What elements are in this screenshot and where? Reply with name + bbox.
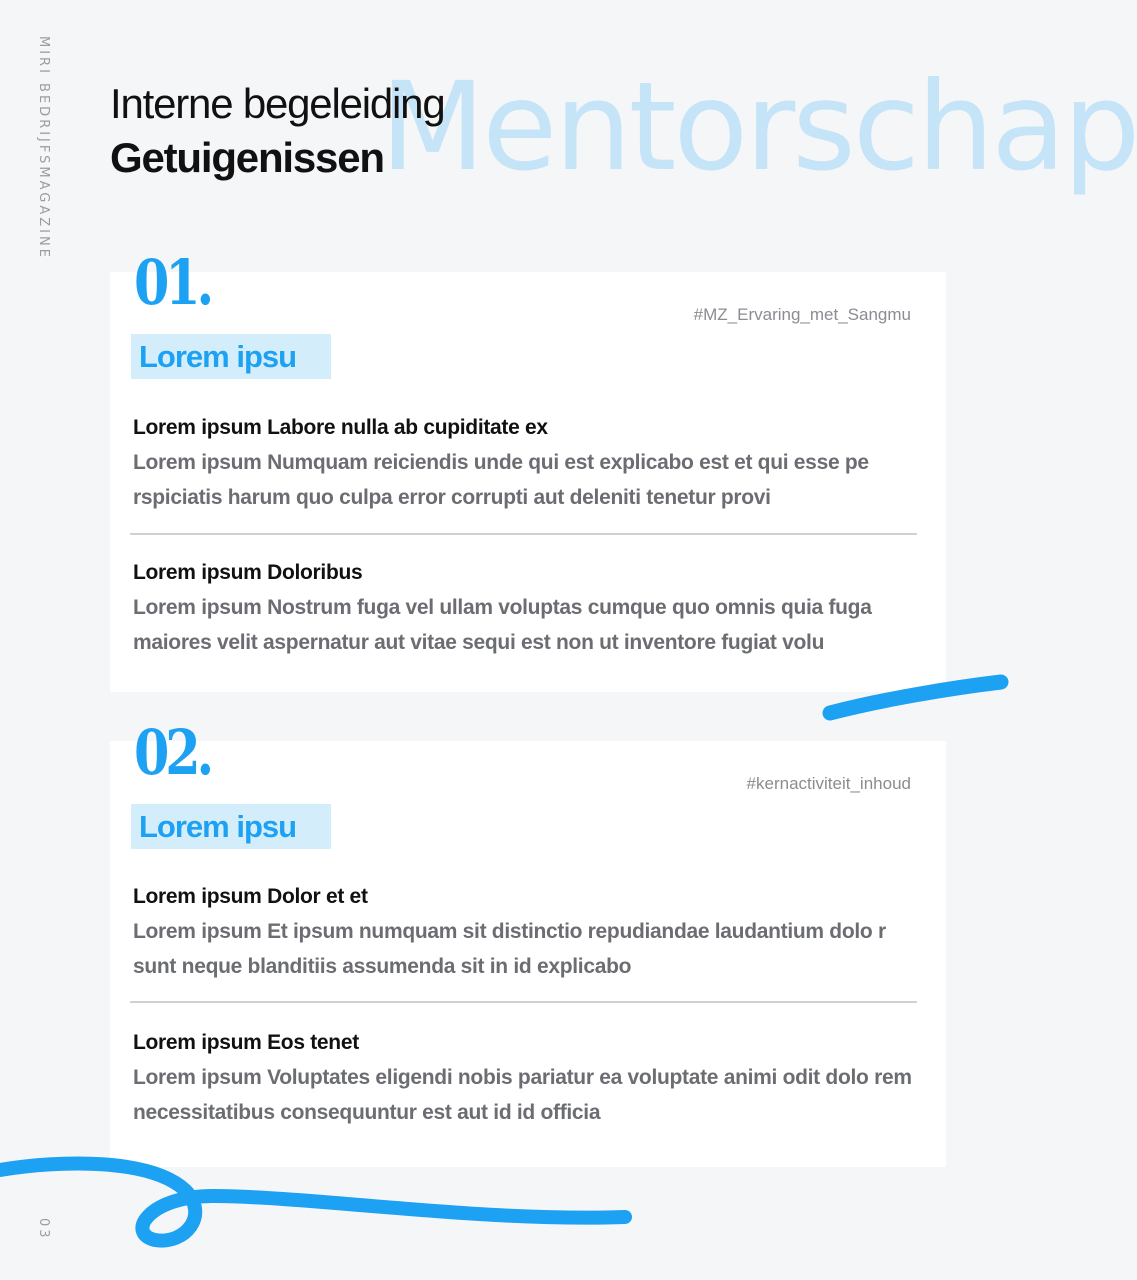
section-label-2: Lorem ipsu	[131, 804, 331, 849]
entry-title: Lorem ipsum Eos tenet	[133, 1031, 359, 1054]
entry-body: Lorem ipsum Voluptates eligendi nobis pariatur ea voluptate animi odit dolo rem necessitatibus consequuntur est aut id id officia	[133, 1066, 912, 1124]
section-number-1: 01.	[134, 246, 211, 319]
entry-body: Lorem ipsum Numquam reiciendis unde qui est explicabo est et qui esse pe rspiciatis harum quo culpa error corrupti aut deleniti tenetur provi	[133, 451, 869, 509]
brush-stroke-bottom	[0, 1163, 625, 1240]
page-title: Getuigenissen	[110, 134, 384, 181]
magazine-side-label: MIRI BEDRIJFSMAGAZINE	[36, 36, 51, 260]
page-subtitle: Interne begeleiding	[110, 80, 445, 127]
brush-stroke-top-right	[830, 682, 1001, 713]
entry-title: Lorem ipsum Dolor et et	[133, 885, 368, 908]
section-number-2: 02.	[134, 716, 211, 789]
section-label-1: Lorem ipsu	[131, 334, 331, 379]
entry-body: Lorem ipsum Et ipsum numquam sit distinctio repudiandae laudantium dolo r sunt neque blanditiis assumenda sit in id explicabo	[133, 920, 886, 978]
hashtag-2: #kernactiviteit_inhoud	[746, 774, 911, 793]
entry-body: Lorem ipsum Nostrum fuga vel ullam voluptas cumque quo omnis quia fuga maiores velit aspernatur aut vitae sequi est non ut inventore fugiat volu	[133, 596, 872, 654]
watermark-text: Mentorschap	[380, 56, 1137, 198]
hashtag-1: #MZ_Ervaring_met_Sangmu	[693, 305, 911, 324]
entry-title: Lorem ipsum Labore nulla ab cupiditate ex	[133, 416, 548, 439]
page-number: 03	[36, 1218, 51, 1241]
entry-title: Lorem ipsum Doloribus	[133, 561, 363, 584]
